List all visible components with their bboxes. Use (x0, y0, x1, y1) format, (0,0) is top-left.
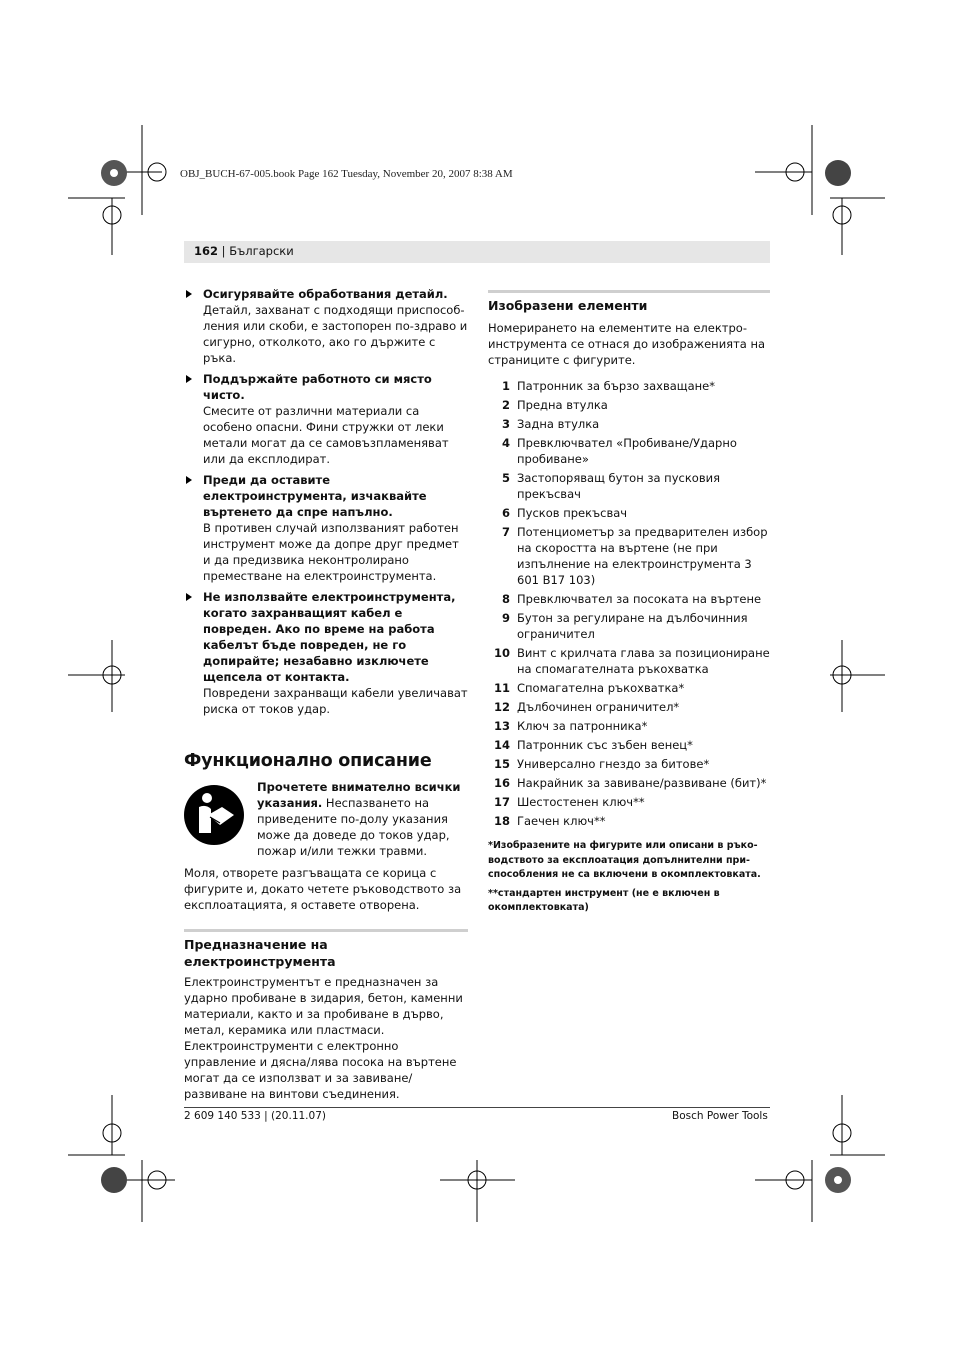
component-item (488, 775, 770, 791)
component-number: 16 (493, 776, 510, 790)
bullet-heading: Преди да оставите електроинструмента, изчаквайте въртенето да спре напълно. (203, 473, 427, 519)
component-number: 10 (493, 646, 510, 660)
component-label: Накрайник за завиване/развиване (бит)* (517, 776, 767, 790)
component-item (488, 610, 770, 642)
component-number: 7 (501, 525, 510, 539)
file-info-line: OBJ_BUCH-67-005.book Page 162 Tuesday, November 20, 2007 8:38 AM (180, 168, 513, 180)
bullet-text: В противен случай използваният работен инструмент може да допре друг предмет и да предизвика неконтролирано преместване на електроинструмента. (203, 521, 459, 583)
safety-bullet (184, 589, 468, 717)
page-header (194, 244, 294, 258)
component-label: Предна втулка (517, 398, 608, 412)
component-label: Бутон за регулиране на дълбочинния ограничител (517, 611, 748, 641)
component-label: Ключ за патронника* (517, 719, 648, 733)
bullet-arrow-icon (186, 375, 192, 383)
page-number: 162 (194, 244, 219, 258)
component-item (488, 645, 770, 677)
safety-bullet (184, 472, 468, 584)
left-column (184, 286, 468, 1112)
component-item (488, 813, 770, 829)
component-item (488, 737, 770, 753)
footer-doc-number: 2 609 140 533 | (20.11.07) (184, 1110, 326, 1122)
component-number: 12 (493, 700, 510, 714)
component-item (488, 591, 770, 607)
component-label: Универсално гнездо за битове* (517, 757, 710, 771)
component-number: 18 (493, 814, 510, 828)
components-list (488, 378, 770, 829)
component-item (488, 505, 770, 521)
component-label: Гаечен ключ** (517, 814, 606, 828)
warning-bold: Прочетете внимателно всички указания. (257, 780, 461, 810)
component-item (488, 524, 770, 588)
component-label: Застопоряващ бутон за пусковия прекъсвач (517, 471, 720, 501)
component-item (488, 794, 770, 810)
bullet-arrow-icon (186, 593, 192, 601)
section-divider (488, 290, 770, 293)
component-number: 1 (501, 379, 510, 393)
read-manual-icon (184, 785, 244, 845)
component-item (488, 435, 770, 467)
bullet-heading: Осигурявайте обработвания детайл. (203, 287, 448, 301)
component-number: 15 (493, 757, 510, 771)
component-number: 2 (501, 398, 510, 412)
components-intro: Номерирането на елементите на електро-инструмента се отнася до изображенията на страниците с фигурите. (488, 321, 766, 367)
warning-text (257, 779, 469, 859)
component-label: Дълбочинен ограничител* (517, 700, 680, 714)
open-cover-text: Моля, отворете разгъващата се корица с фигурите и, докато четете ръководството за експлоатацията, я оставете отворена. (184, 866, 462, 912)
component-label: Винт с крилчата глава за позициониране на спомагателната ръкохватка (517, 646, 770, 676)
safety-bullet (184, 371, 468, 467)
component-number: 6 (501, 506, 510, 520)
component-number: 14 (493, 738, 510, 752)
component-item (488, 680, 770, 696)
bullet-text: Смесите от различни материали са особено опасни. Фини стружки от леки метали могат да се самовъзпламеняват или да експлодират. (203, 404, 449, 466)
component-label: Шестостенен ключ** (517, 795, 645, 809)
component-number: 8 (501, 592, 510, 606)
component-label: Превключвател за посоката на въртене (517, 592, 762, 606)
bullet-heading: Поддържайте работното си място чисто. (203, 372, 432, 402)
warning-block (184, 779, 468, 865)
section-divider (184, 929, 468, 932)
component-number: 17 (493, 795, 510, 809)
bullet-arrow-icon (186, 476, 192, 484)
purpose-title: Предназначение на електроинструмента (184, 937, 336, 969)
component-item (488, 470, 770, 502)
component-label: Патронник за бързо захващане* (517, 379, 715, 393)
component-number: 11 (493, 681, 510, 695)
footnote-accessories: *Изобразените на фигурите или описани в ръко-водството за експлоатация допълнителни при-способления не са включени в окомплектовката. (488, 840, 761, 880)
component-number: 9 (501, 611, 510, 625)
component-number: 5 (501, 471, 510, 485)
component-number: 13 (493, 719, 510, 733)
component-item (488, 699, 770, 715)
header-language: Български (229, 244, 294, 258)
component-item (488, 397, 770, 413)
component-item (488, 416, 770, 432)
component-label: Потенциометър за предварителен избор на скоростта на въртене (не при изпълнение на електроинструмента 3 601 B17 103) (517, 525, 768, 587)
purpose-text: Електроинструментът е предназначен за ударно пробиване в зидария, бетон, каменни материали, както и за пробиване в дърво, метал, керамика или пластмаси. Електроинструменти с електронно управление и дясна/лява посока на въртене могат да се използват и за завиване/развиване на винтови съединения. (184, 975, 463, 1101)
component-item (488, 378, 770, 394)
component-number: 4 (501, 436, 510, 450)
safety-bullet (184, 286, 468, 366)
component-number: 3 (501, 417, 510, 431)
component-label: Патронник със зъбен венец* (517, 738, 693, 752)
warning-body: Неспазването на приведените по-долу указания може да доведе до токов удар, пожар и/или тежки травми. (257, 796, 450, 858)
component-label: Задна втулка (517, 417, 600, 431)
section-title: Функционално описание (184, 751, 432, 771)
component-item (488, 718, 770, 734)
component-label: Пусков прекъсвач (517, 506, 628, 520)
footer-divider (184, 1107, 770, 1108)
header-separator: | (218, 244, 230, 258)
footnote-standard: **стандартен инструмент (не е включен в окомплектовката) (488, 887, 720, 913)
bullet-text: Детайл, захванат с подходящи приспособ-ления или скоби, е застопорен по-здраво и сигурно, отколкото, ако го държите с ръка. (203, 303, 468, 365)
components-title: Изобразени елементи (488, 298, 648, 313)
component-label: Превключвател «Пробиване/Ударно пробиване» (517, 436, 737, 466)
bullet-text: Повредени захранващи кабели увеличават риска от токов удар. (203, 686, 468, 716)
component-item (488, 756, 770, 772)
bullet-heading: Не използвайте електроинструмента, когато захранващият кабел е повреден. Ако по време на работа кабелът бъде повреден, не го допирайте; незабавно изключете щепсела от контакта. (203, 590, 456, 684)
bullet-arrow-icon (186, 290, 192, 298)
footer-brand: Bosch Power Tools (672, 1110, 768, 1122)
component-label: Спомагателна ръкохватка* (517, 681, 685, 695)
right-column (488, 290, 770, 916)
